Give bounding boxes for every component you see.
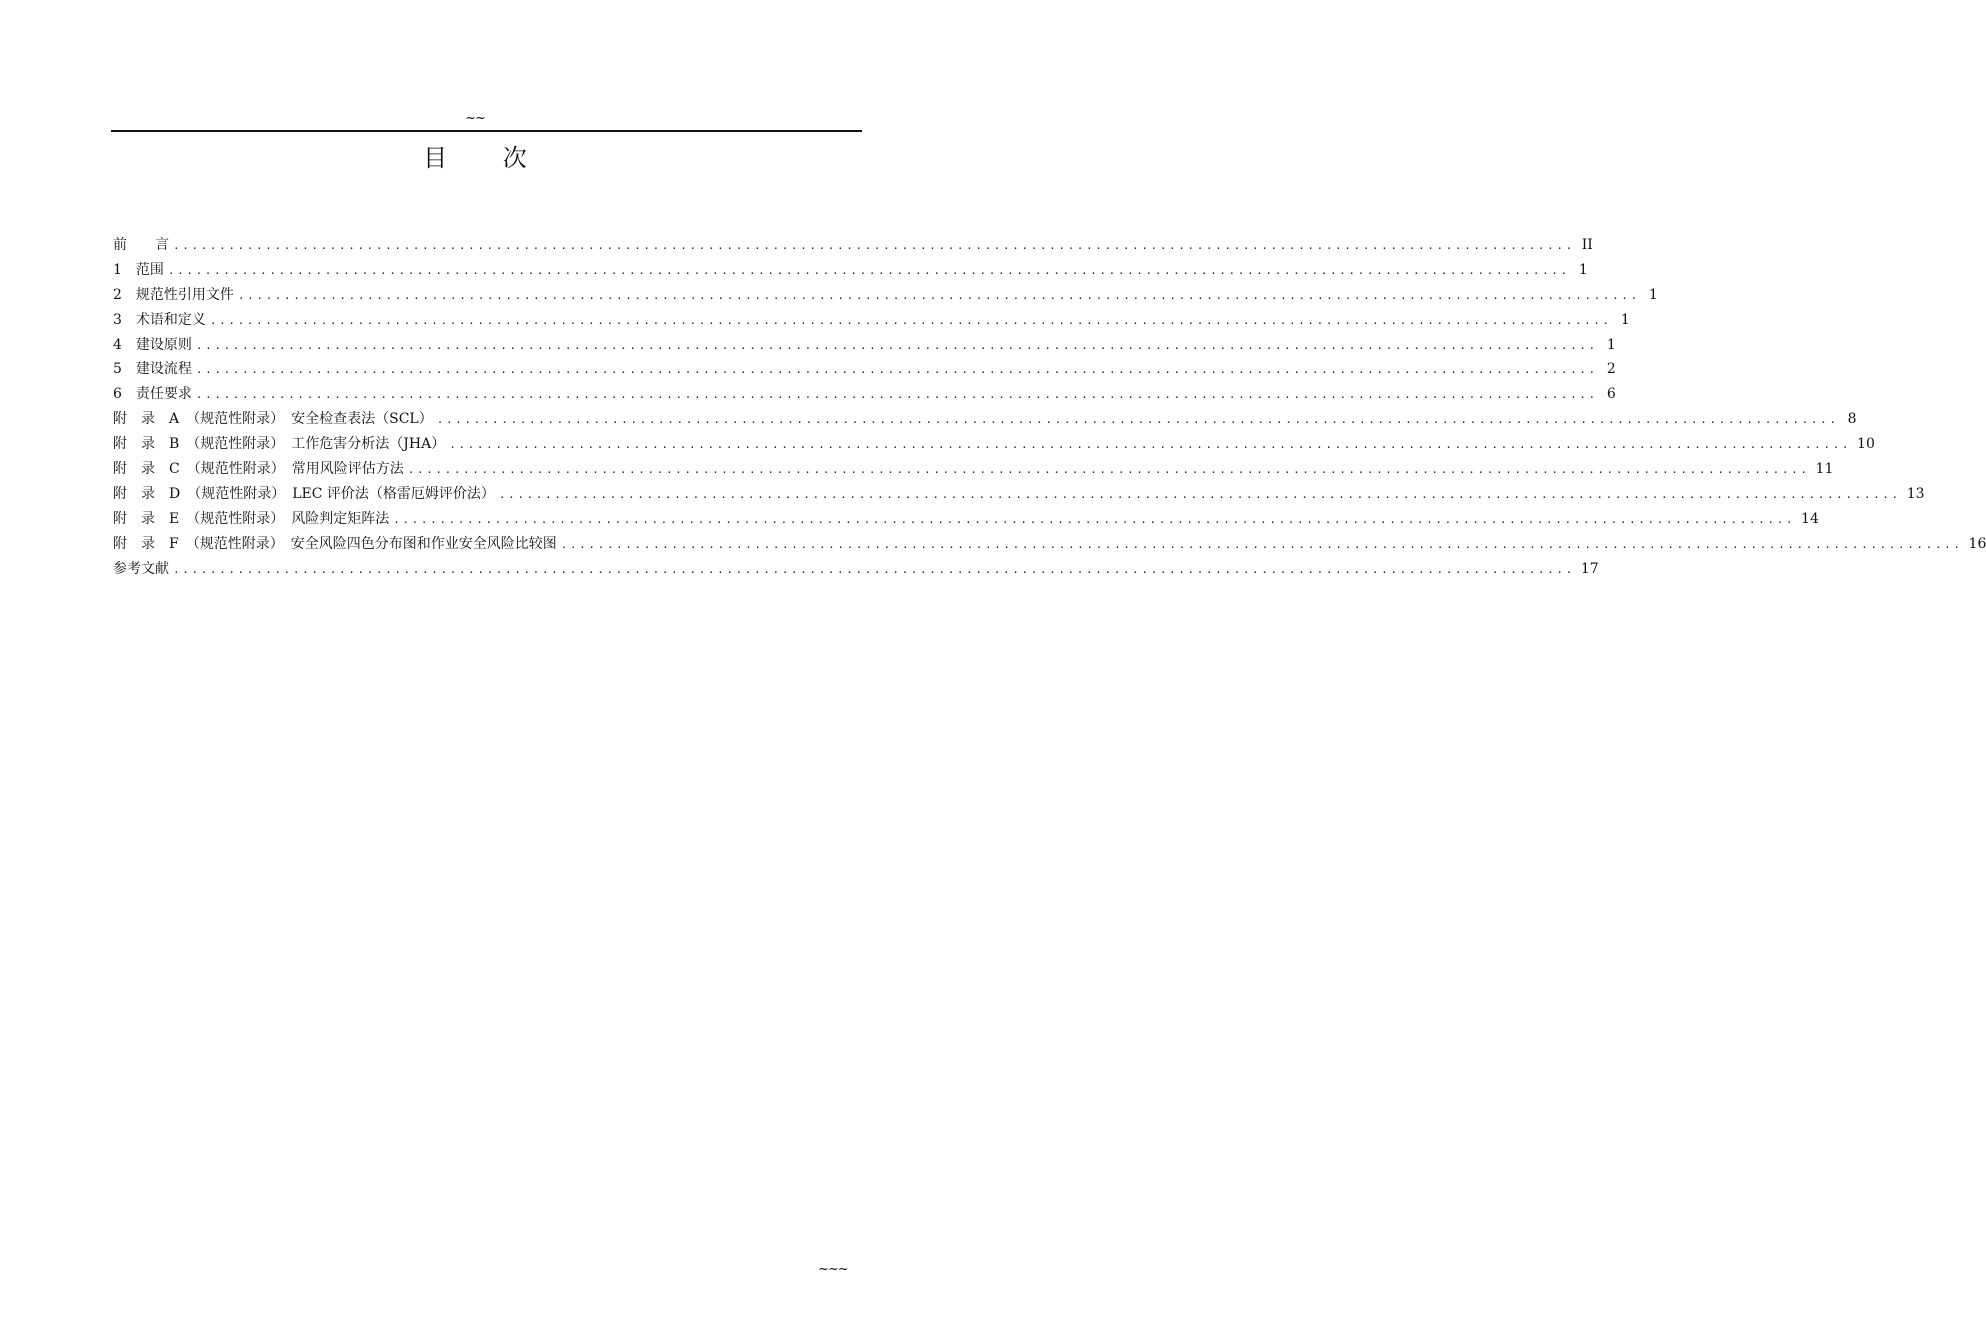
toc-leader-dots: ........................................................................................................................................................ xyxy=(173,562,1575,576)
toc-leader-dots: ........................................................................................................................................................ xyxy=(560,537,1963,551)
toc-leader-dots: ........................................................................................................................................................ xyxy=(173,239,1575,252)
toc-entry-page: 14 xyxy=(1801,510,1819,527)
toc-leader-dots: ........................................................................................................................................................ xyxy=(195,338,1598,352)
toc-entry-label: 附 录 B （规范性附录） 工作危害分析法（JHA） xyxy=(113,436,446,453)
toc-entry-page: 11 xyxy=(1815,461,1834,478)
toc-entry-appendix-e[interactable] xyxy=(113,507,1819,532)
header-rule xyxy=(111,130,862,132)
toc-entry-label: 6 责任要求 xyxy=(113,386,192,403)
toc-entry-label: 附 录 D （规范性附录） LEC 评价法（格雷厄姆评价法） xyxy=(113,485,495,502)
toc-entry-foreword[interactable] xyxy=(113,233,1593,258)
toc-leader-dots: ........................................................................................................................................................ xyxy=(449,438,1852,452)
table-of-contents xyxy=(113,233,1986,581)
toc-entry-label: 附 录 E （规范性附录） 风险判定矩阵法 xyxy=(113,510,390,527)
toc-entry-appendix-f[interactable] xyxy=(113,532,1986,557)
toc-leader-dots: ........................................................................................................................................................ xyxy=(209,313,1612,327)
toc-entry-page: 1 xyxy=(1578,261,1588,278)
toc-leader-dots: ........................................................................................................................................................ xyxy=(393,512,1796,526)
toc-entry-label: 参考文献 xyxy=(113,560,169,577)
toc-entry-label: 1 范围 xyxy=(113,261,164,278)
toc-entry-page: 13 xyxy=(1906,485,1925,502)
toc-entry-page: 8 xyxy=(1847,411,1857,428)
toc-leader-dots: ........................................................................................................................................................ xyxy=(195,363,1598,377)
toc-entry-terms[interactable] xyxy=(113,308,1630,333)
toc-entry-scope[interactable] xyxy=(113,258,1588,283)
toc-entry-label: 2 规范性引用文件 xyxy=(113,286,234,303)
page-title: 目 次 xyxy=(423,144,527,172)
toc-entry-responsibilities[interactable] xyxy=(113,382,1616,407)
header-mark: ~~ xyxy=(465,111,485,126)
toc-entry-page: 17 xyxy=(1580,560,1599,577)
toc-entry-page: 2 xyxy=(1606,361,1616,378)
toc-entry-label: 5 建设流程 xyxy=(113,361,192,378)
toc-entry-label: 附 录 F （规范性附录） 安全风险四色分布图和作业安全风险比较图 xyxy=(113,535,557,552)
toc-leader-dots: ........................................................................................................................................................ xyxy=(436,413,1839,427)
toc-entry-page: 1 xyxy=(1648,286,1658,303)
toc-leader-dots: ........................................................................................................................................................ xyxy=(167,263,1570,277)
toc-entry-principles[interactable] xyxy=(113,333,1616,358)
toc-entry-label: 附 录 A （规范性附录） 安全检查表法（SCL） xyxy=(113,411,433,428)
toc-entry-page: 10 xyxy=(1857,436,1875,453)
toc-entry-label: 前 言 xyxy=(113,237,169,253)
toc-entry-appendix-d[interactable] xyxy=(113,482,1925,507)
toc-entry-process[interactable] xyxy=(113,357,1616,382)
toc-leader-dots: ........................................................................................................................................................ xyxy=(498,487,1901,501)
toc-entry-page: II xyxy=(1581,237,1593,253)
toc-entry-appendix-b[interactable] xyxy=(113,432,1875,457)
footer-mark: ~~~ xyxy=(818,1262,848,1277)
toc-entry-page: 1 xyxy=(1606,336,1616,353)
toc-leader-dots: ........................................................................................................................................................ xyxy=(407,463,1810,477)
toc-entry-page: 6 xyxy=(1606,386,1616,403)
toc-leader-dots: ........................................................................................................................................................ xyxy=(237,288,1640,302)
toc-entry-bibliography[interactable] xyxy=(113,557,1599,582)
toc-entry-normative-references[interactable] xyxy=(113,283,1658,308)
toc-entry-label: 附 录 C （规范性附录） 常用风险评估方法 xyxy=(113,461,404,478)
toc-entry-appendix-c[interactable] xyxy=(113,457,1834,482)
toc-entry-label: 4 建设原则 xyxy=(113,336,192,353)
toc-entry-appendix-a[interactable] xyxy=(113,407,1857,432)
toc-entry-page: 1 xyxy=(1620,311,1630,328)
toc-entry-page: 16 xyxy=(1968,535,1986,552)
toc-entry-label: 3 术语和定义 xyxy=(113,311,206,328)
toc-leader-dots: ........................................................................................................................................................ xyxy=(195,388,1598,402)
